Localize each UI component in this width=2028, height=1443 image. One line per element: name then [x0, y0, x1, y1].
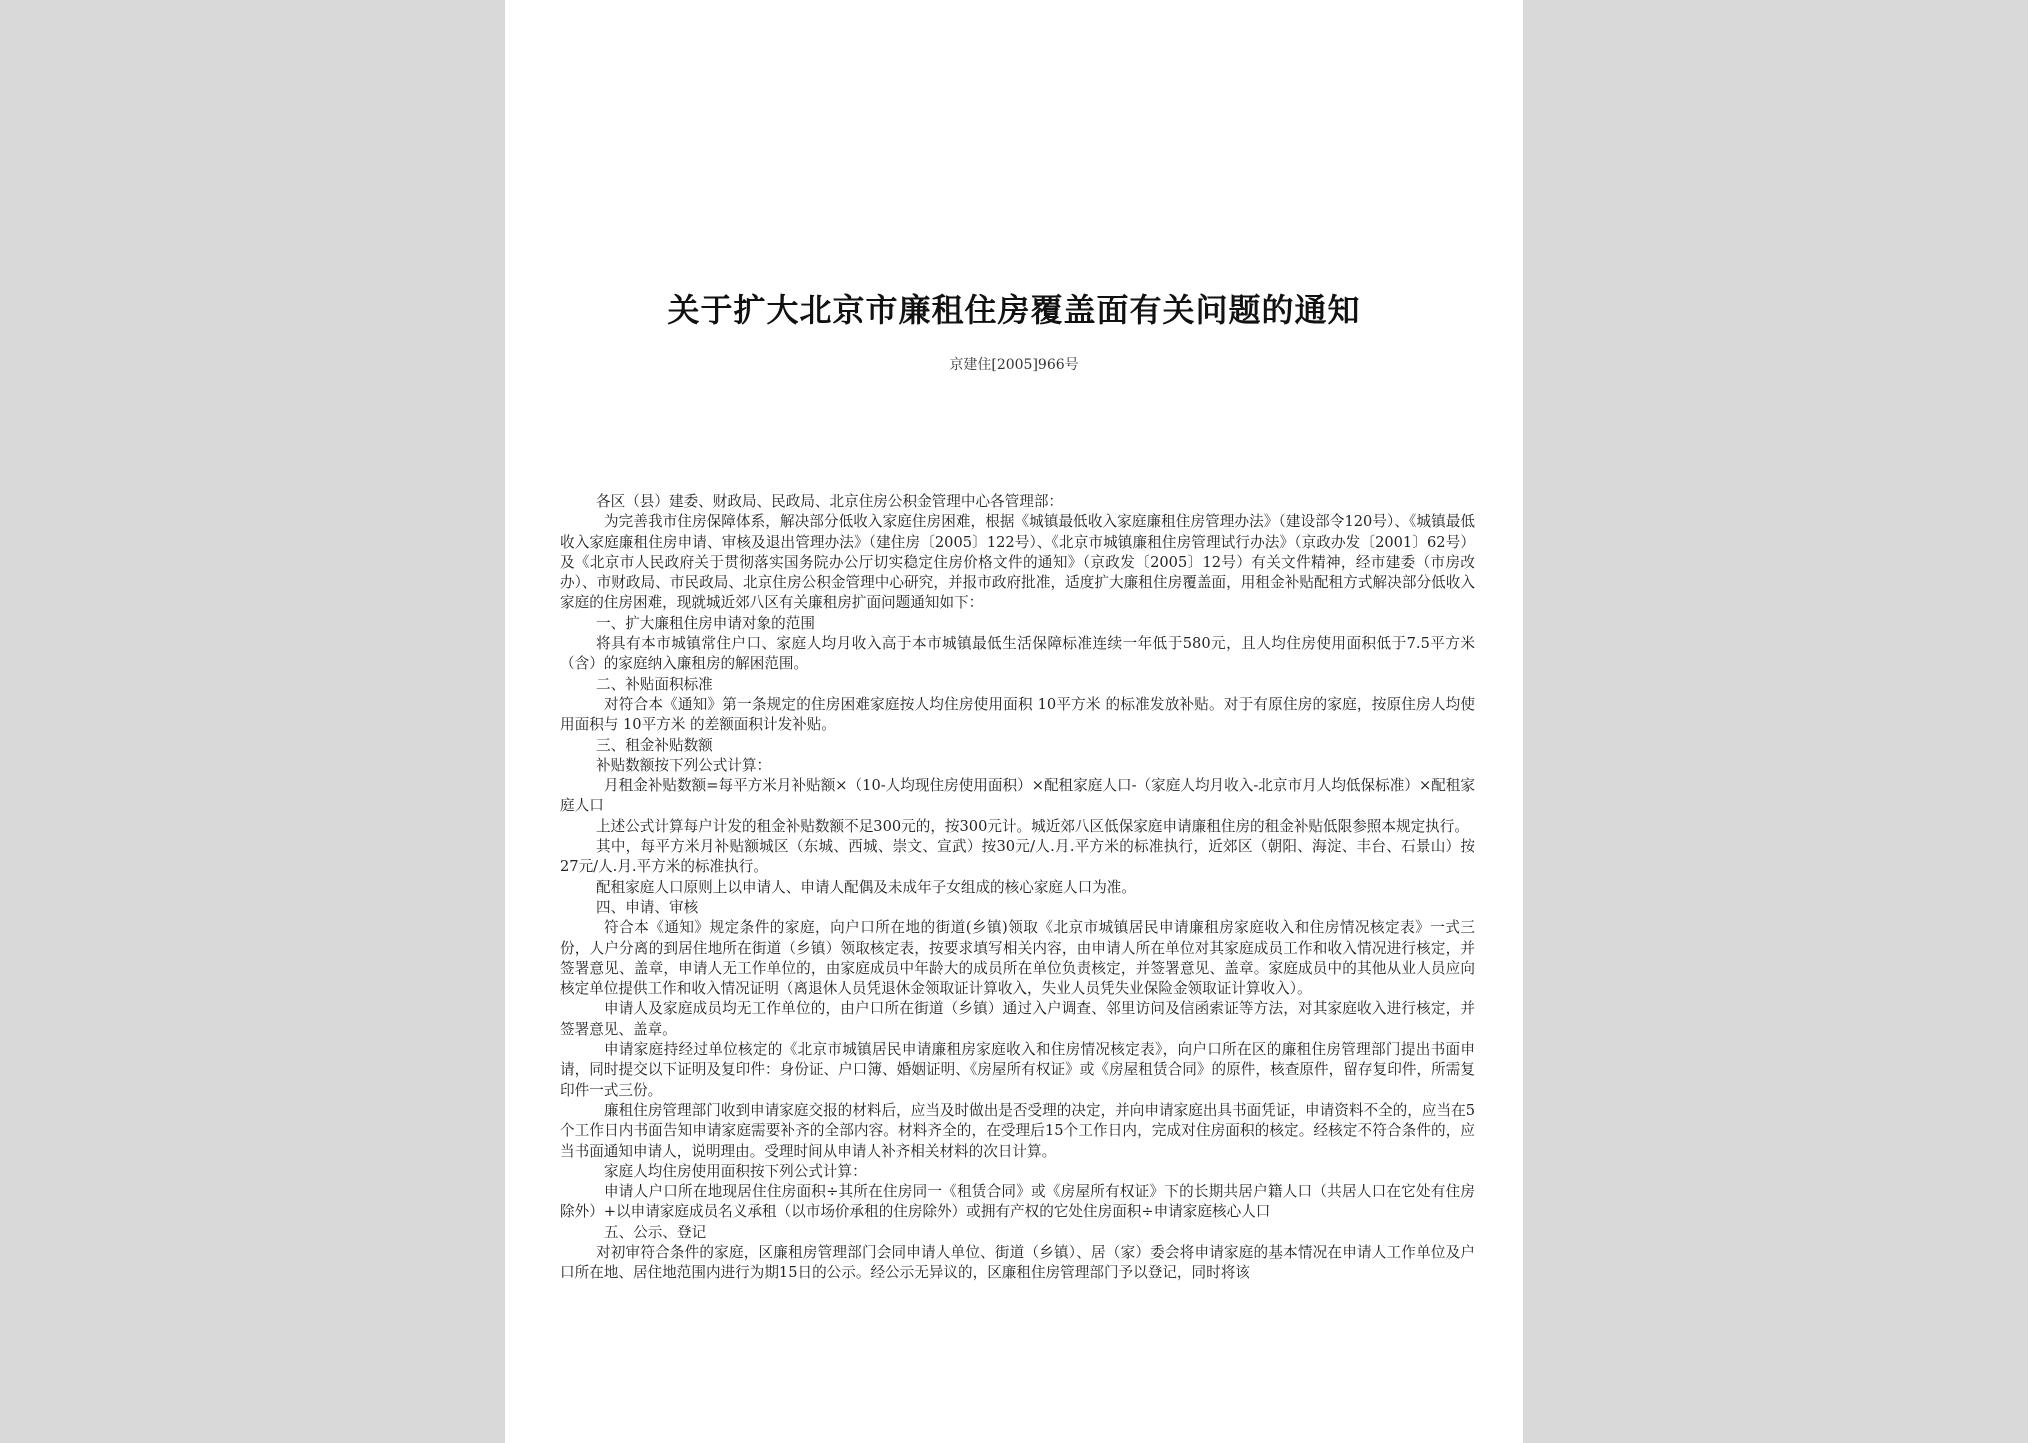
document-number: 京建住[2005]966号: [949, 357, 1079, 373]
body-paragraph: 家庭人均住房使用面积按下列公式计算：: [604, 1162, 867, 1180]
body-paragraph: 对初审符合条件的家庭，区廉租房管理部门会同申请人单位、街道（乡镇）、居（家）委会将申请家庭的基本情况在申请人工作单位及户口所在地、居住地范围内进行为期15日的公示。经公示无异议的，区廉租住房管理部门予以登记，同时将该: [560, 1243, 1475, 1282]
body-paragraph: 各区（县）建委、财政局、民政局、北京住房公积金管理中心各管理部：: [596, 493, 1064, 510]
body-paragraph: 廉租住房管理部门收到申请家庭交报的材料后，应当及时做出是否受理的决定，并向申请家庭出具书面凭证，申请资料不全的，应当在5个工作日内书面告知申请家庭需要补齐的全部内容。材料齐全的，在受理后15个工作日内，完成对住房面积的核定。经核定不符合条件的，应当书面通知申请人，说明理由。受理时间从申请人补齐相关材料的次日计算。: [560, 1101, 1475, 1160]
body-paragraph: 补贴数额按下列公式计算：: [596, 756, 772, 774]
body-paragraph: 三、租金补贴数额: [596, 736, 713, 754]
body-paragraph: 一、扩大廉租住房申请对象的范围: [596, 614, 815, 632]
document-body: [560, 492, 1475, 1284]
body-paragraph: 其中，每平方米月补贴额城区（东城、西城、崇文、宣武）按30元/人.月.平方米的标准执行，近郊区（朝阳、海淀、丰台、石景山）按27元/人.月.平方米的标准执行。: [560, 838, 1475, 876]
body-paragraph: 将具有本市城镇常住户口、家庭人均月收入高于本市城镇最低生活保障标准连续一年低于580元，且人均住房使用面积低于7.5平方米（含）的家庭纳入廉租房的解困范围。: [560, 635, 1475, 673]
body-paragraph: 申请家庭持经过单位核定的《北京市城镇居民申请廉租房家庭收入和住房情况核定表》，向户口所在区的廉租住房管理部门提出书面申请，同时提交以下证明及复印件：身份证、户口簿、婚姻证明、《房屋所有权证》或《房屋租赁合同》的原件，核查原件，留存复印件，所需复印件一式三份。: [560, 1041, 1475, 1099]
body-paragraph: 上述公式计算每户计发的租金补贴数额不足300元的，按300元计。城近郊八区低保家庭申请廉租住房的租金补贴低限参照本规定执行。: [596, 817, 1469, 835]
body-paragraph: 申请人户口所在地现居住住房面积÷其所在住房同一《租赁合同》或《房屋所有权证》下的长期共居户籍人口（共居人口在它处有住房除外）+以申请家庭成员名义承租（以市场价承租的住房除外）或拥有产权的它处住房面积÷申请家庭核心人口: [560, 1183, 1475, 1221]
body-paragraph: 配租家庭人口原则上以申请人、申请人配偶及未成年子女组成的核心家庭人口为准。: [596, 878, 1136, 896]
body-paragraph: 为完善我市住房保障体系，解决部分低收入家庭住房困难，根据《城镇最低收入家庭廉租住房管理办法》（建设部令120号）、《城镇最低收入家庭廉租住房申请、审核及退出管理办法》（建住房〔2005〕122号）、《北京市城镇廉租住房管理试行办法》（京政办发〔2001〕62号）及《北京市人民政府关于贯彻落实国务院办公厅切实稳定住房价格文件的通知》（京政发〔2005〕12号）有关文件精神，经市建委（市房改办）、市财政局、市民政局、北京住房公积金管理中心研究，并报市政府批准，适度扩大廉租住房覆盖面，用租金补贴配租方式解决部分低收入家庭的住房困难，现就城近郊八区有关廉租房扩面问题通知如下：: [560, 513, 1475, 612]
body-paragraph: 申请人及家庭成员均无工作单位的，由户口所在街道（乡镇）通过入户调查、邻里访问及信函索证等方法，对其家庭收入进行核定，并签署意见、盖章。: [560, 1000, 1475, 1038]
document-title: 关于扩大北京市廉租住房覆盖面有关问题的通知: [667, 291, 1361, 329]
body-paragraph: 对符合本《通知》第一条规定的住房困难家庭按人均住房使用面积 10平方米 的标准发放补贴。对于有原住房的家庭，按原住房人均使用面积与 10平方米 的差额面积计发补贴。: [560, 695, 1475, 734]
body-paragraph: 月租金补贴数额=每平方米月补贴额×（10-人均现住房使用面积）×配租家庭人口-（家庭人均月收入-北京市月人均低保标准）×配租家庭人口: [560, 777, 1475, 815]
body-paragraph: 二、补贴面积标准: [596, 675, 713, 693]
body-paragraph: 四、申请、审核: [596, 898, 699, 916]
body-paragraph: 符合本《通知》规定条件的家庭，向户口所在地的街道(乡镇)领取《北京市城镇居民申请廉租房家庭收入和住房情况核定表》一式三份，人户分离的到居住地所在街道（乡镇）领取核定表，按要求填写相关内容，由申请人所在单位对其家庭成员工作和收入情况进行核定，并签署意见、盖章，申请人无工作单位的，由家庭成员中年龄大的成员所在单位负责核定，并签署意见、盖章。家庭成员中的其他从业人员应向核定单位提供工作和收入情况证明（离退休人员凭退休金领取证计算收入，失业人员凭失业保险金领取证计算收入）。: [560, 919, 1475, 998]
body-paragraph: 五、公示、登记: [604, 1223, 707, 1241]
document-page: [505, 0, 1523, 1443]
